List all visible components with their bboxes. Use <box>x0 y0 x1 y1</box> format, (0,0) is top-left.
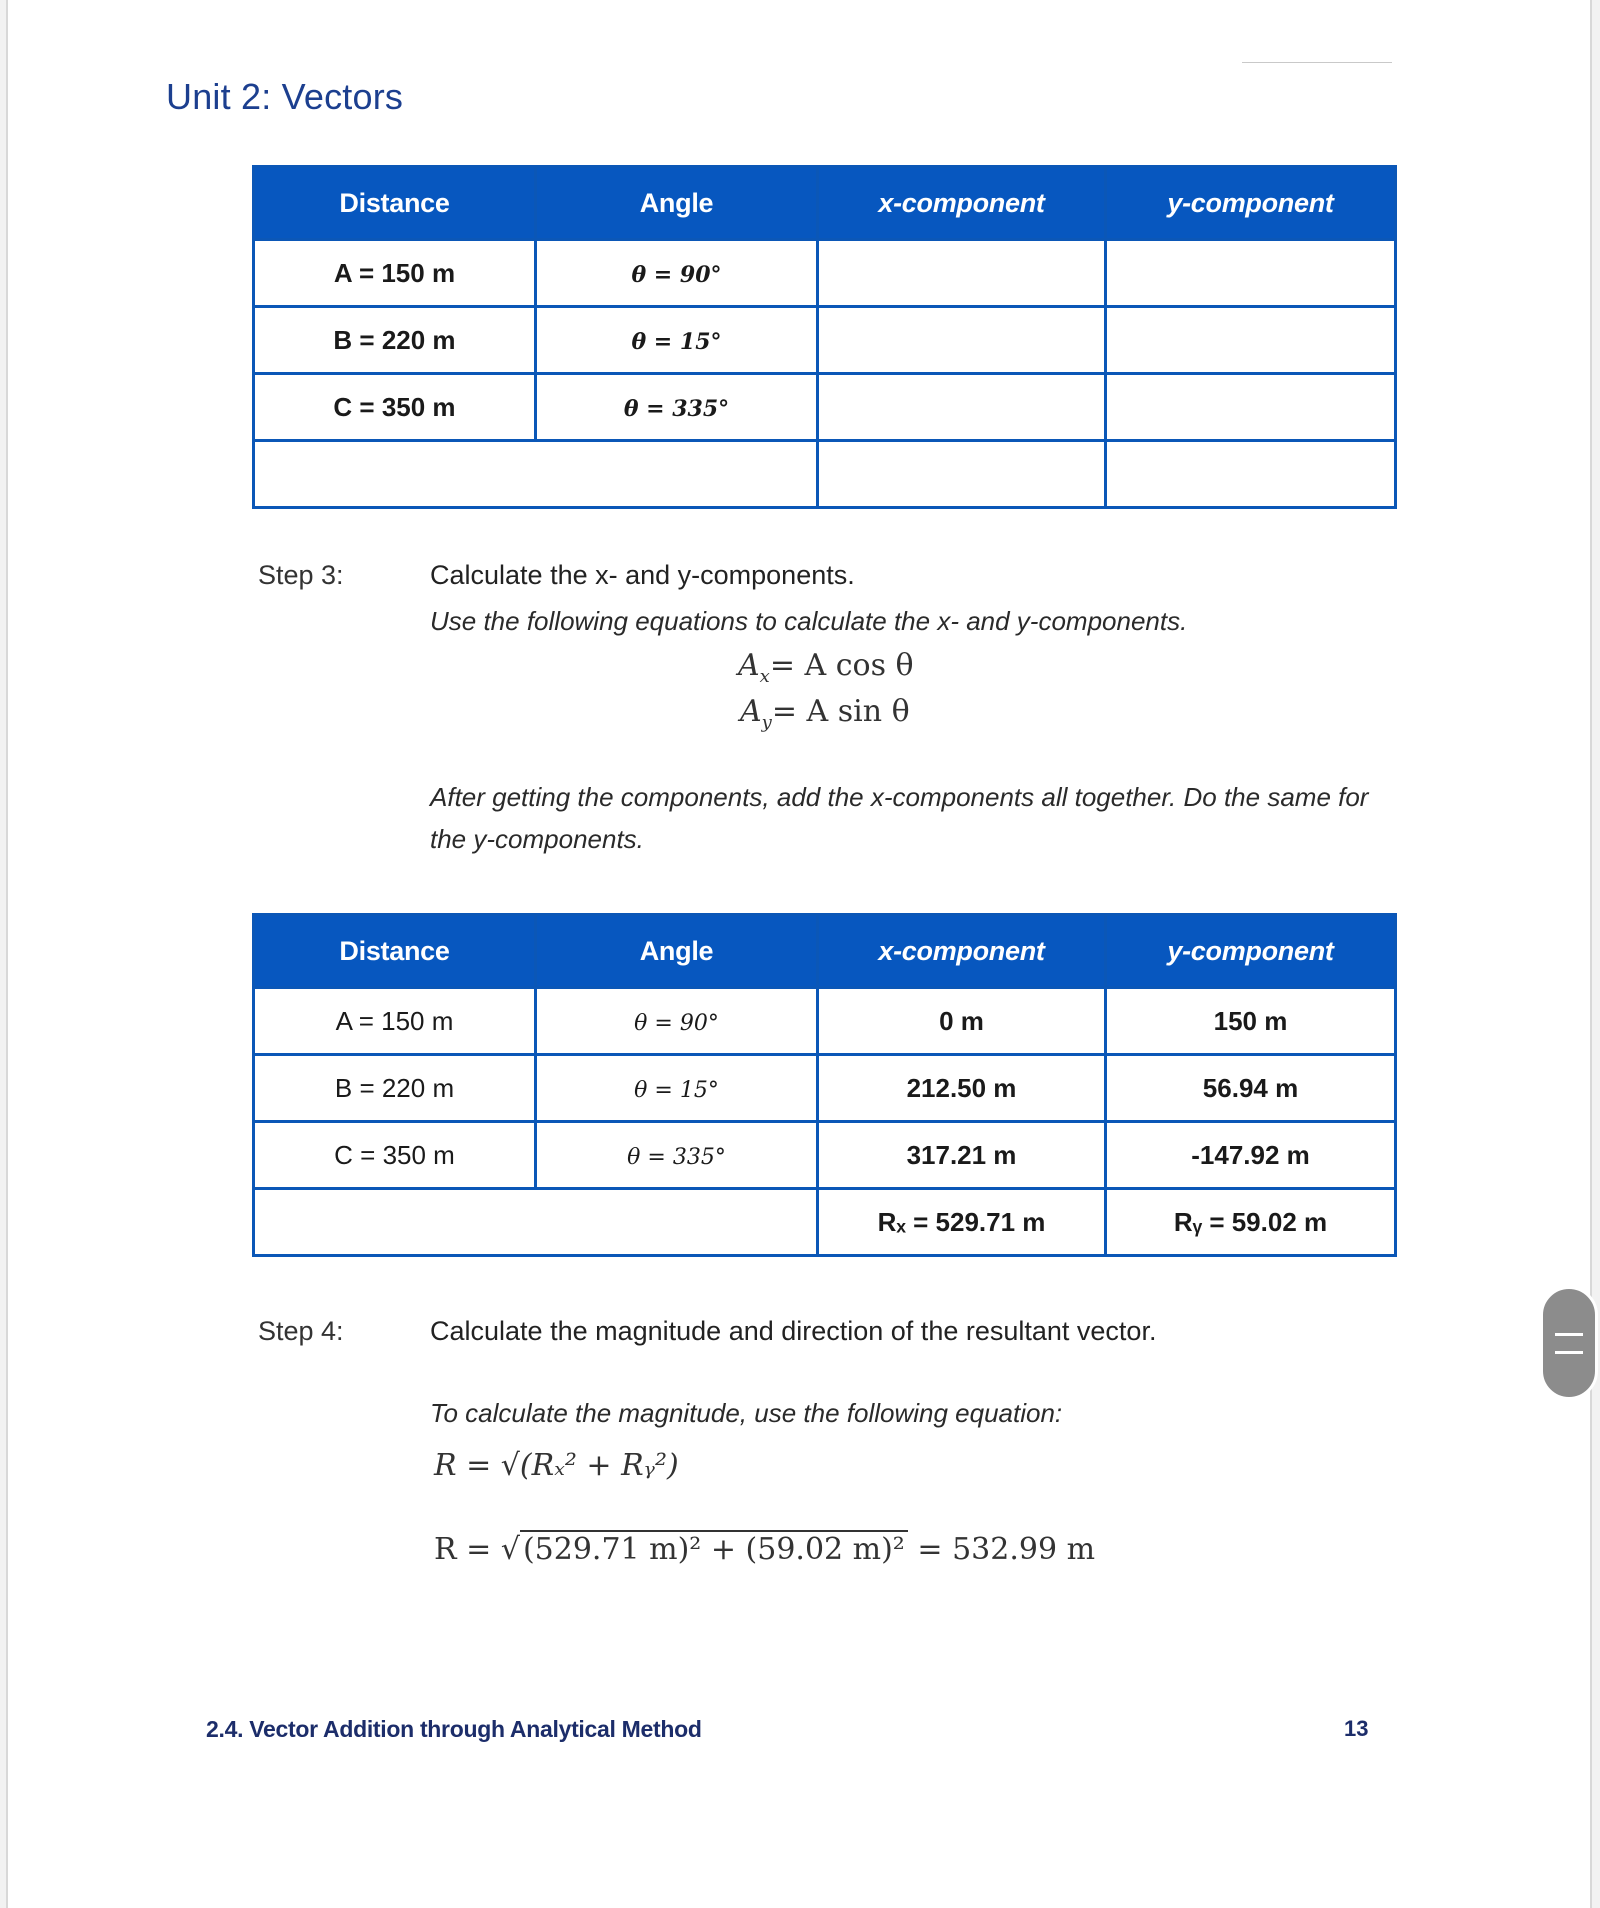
column-header-y-component: y-component <box>1106 915 1396 988</box>
column-header-y-component: y-component <box>1106 167 1396 240</box>
step-4-instruction: To calculate the magnitude, use the following equation: <box>430 1398 1063 1428</box>
step-4-label: Step 4: <box>258 1316 344 1346</box>
cell-x-component <box>818 374 1106 441</box>
table-row <box>254 240 1396 307</box>
table-row <box>254 307 1396 374</box>
cell-angle: θ = 15° <box>536 307 818 374</box>
vector-table-empty <box>252 165 1397 509</box>
cell-total-y <box>1106 441 1396 508</box>
step-3-title: Calculate the x- and y-components. <box>430 560 855 590</box>
column-header-angle: Angle <box>536 167 818 240</box>
header-rule <box>1242 62 1392 63</box>
column-header-distance: Distance <box>254 915 536 988</box>
cell-y-component <box>1106 307 1396 374</box>
scroll-handle[interactable] <box>1540 1286 1598 1400</box>
vector-table-filled <box>252 913 1397 1257</box>
equation-x-component: $A_x= A$ cos θ <box>738 648 914 687</box>
cell-angle: θ = 15° <box>536 1055 818 1122</box>
column-header-angle: Angle <box>536 915 818 988</box>
table-total-row <box>254 1189 1396 1256</box>
table-header-row <box>254 915 1396 988</box>
cell-y-component <box>1106 240 1396 307</box>
cell-distance: C = 350 m <box>254 374 536 441</box>
document-page <box>6 0 1592 1908</box>
column-header-distance: Distance <box>254 167 536 240</box>
cell-distance: A = 150 m <box>254 988 536 1055</box>
table-header-row <box>254 167 1396 240</box>
cell-total-label <box>254 441 818 508</box>
table-row <box>254 374 1396 441</box>
grip-line-icon <box>1555 1333 1583 1336</box>
footer-section-title: 2.4. Vector Addition through Analytical Method <box>206 1716 702 1742</box>
cell-x-component: 317.21 m <box>818 1122 1106 1189</box>
step-3-instruction: Use the following equations to calculate the x- and y-components. <box>430 606 1188 636</box>
step-3-note-line-2: the y-components. <box>430 824 644 854</box>
cell-distance: B = 220 m <box>254 307 536 374</box>
cell-distance: B = 220 m <box>254 1055 536 1122</box>
cell-x-component: 0 m <box>818 988 1106 1055</box>
page-number: 13 <box>1344 1716 1369 1741</box>
cell-total-x: Rₓ = 529.71 m <box>818 1189 1106 1256</box>
cell-distance: C = 350 m <box>254 1122 536 1189</box>
cell-angle: θ = 90° <box>536 988 818 1055</box>
cell-x-component <box>818 307 1106 374</box>
grip-line-icon <box>1555 1351 1583 1354</box>
step-3-note-line-1: After getting the components, add the x-components all together. Do the same for <box>430 782 1369 812</box>
column-header-x-component: x-component <box>818 167 1106 240</box>
equation-y-component: $A_y= A$ sin θ <box>740 694 910 733</box>
magnitude-formula-computed: R = √ (529.71 m)² + (59.02 m)² = 532.99 m <box>434 1532 1096 1567</box>
column-header-x-component: x-component <box>818 915 1106 988</box>
table-row <box>254 988 1396 1055</box>
cell-total-x <box>818 441 1106 508</box>
cell-y-component <box>1106 374 1396 441</box>
table-row <box>254 1122 1396 1189</box>
cell-x-component: 212.50 m <box>818 1055 1106 1122</box>
step-3-label: Step 3: <box>258 560 344 590</box>
table-row <box>254 1055 1396 1122</box>
cell-y-component: 150 m <box>1106 988 1396 1055</box>
cell-y-component: -147.92 m <box>1106 1122 1396 1189</box>
cell-total-label <box>254 1189 818 1256</box>
step-4-title: Calculate the magnitude and direction of the resultant vector. <box>430 1316 1157 1346</box>
cell-y-component: 56.94 m <box>1106 1055 1396 1122</box>
page-title: Unit 2: Vectors <box>166 76 404 117</box>
cell-x-component <box>818 240 1106 307</box>
cell-angle: θ = 90° <box>536 240 818 307</box>
magnitude-formula-general: R = √(Rₓ² + Rᵧ²) <box>434 1448 679 1483</box>
cell-angle: θ = 335° <box>536 1122 818 1189</box>
cell-angle: θ = 335° <box>536 374 818 441</box>
table-total-row <box>254 441 1396 508</box>
cell-distance: A = 150 m <box>254 240 536 307</box>
cell-total-y: Rᵧ = 59.02 m <box>1106 1189 1396 1256</box>
